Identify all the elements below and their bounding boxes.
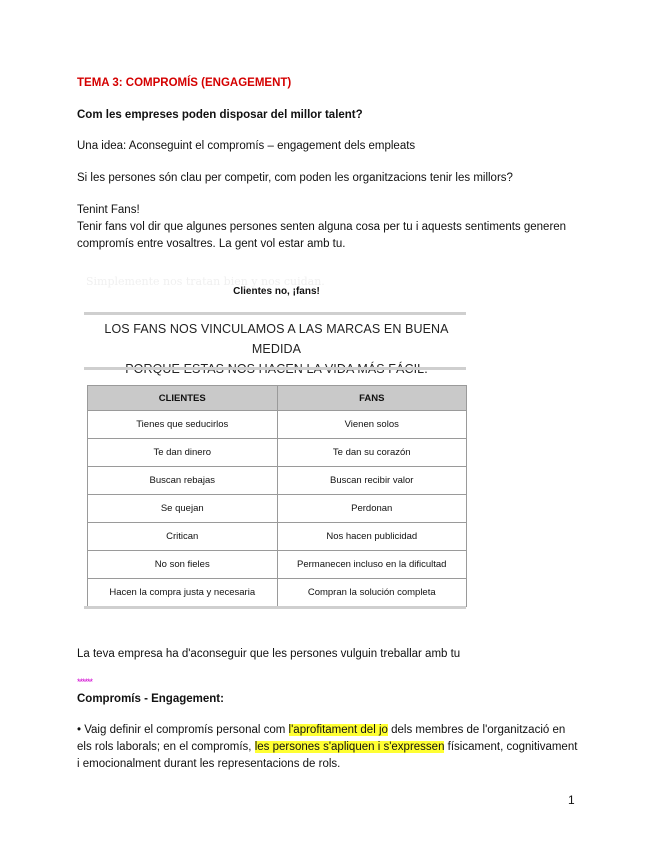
table-row	[88, 551, 467, 579]
figure-headline	[84, 319, 469, 379]
page-number: 1	[568, 793, 575, 807]
table-cell: Permanecen incluso en la dificultad	[277, 551, 467, 579]
table-cell: Perdonan	[277, 495, 467, 523]
table-cell: Hacen la compra justa y necesaria	[88, 579, 278, 607]
table-cell: Critican	[88, 523, 278, 551]
figure-title: Clientes no, ¡fans!	[233, 286, 320, 297]
column-header-fans: FANS	[277, 386, 467, 411]
divider	[84, 312, 466, 315]
fans-heading: Tenint Fans!	[77, 204, 140, 216]
table-row	[88, 579, 467, 607]
definition-text: físicament, cognitivament i emocionalment durant les representacions de rols.	[77, 741, 578, 770]
highlight: l'aprofitament del jo	[288, 724, 388, 736]
fans-text: Tenir fans vol dir que algunes persones senten alguna cosa per tu i aquests sentiments generen compromís entre vosaltres. La gent vol estar amb tu.	[77, 221, 567, 250]
table-row	[88, 523, 467, 551]
table-cell: Nos hacen publicidad	[277, 523, 467, 551]
fans-figure	[84, 272, 468, 612]
table-header-row	[88, 386, 467, 411]
table-row	[88, 467, 467, 495]
fans-paragraph	[77, 202, 587, 253]
question-paragraph: Si les persones són clau per competir, com poden les organitzacions tenir les millors?	[77, 172, 513, 184]
highlight: les persones s'apliquen i s'expressen	[254, 741, 445, 753]
table-cell: Tienes que seducirlos	[88, 411, 278, 439]
section-heading: Compromís - Engagement:	[77, 693, 224, 705]
idea-paragraph: Una idea: Aconseguint el compromís – engagement dels empleats	[77, 140, 416, 152]
clients-fans-table	[87, 385, 467, 607]
separator-stars: ******	[77, 677, 93, 687]
divider	[84, 367, 466, 370]
closing-paragraph: La teva empresa ha d'aconseguir que les persones vulguin treballar amb tu	[77, 648, 461, 660]
table-cell: Se quejan	[88, 495, 278, 523]
table-cell: Buscan recibir valor	[277, 467, 467, 495]
divider	[84, 606, 466, 609]
definition-text: dels membres de l'organització en els rols laborals; en el compromís,	[77, 724, 566, 753]
column-header-clientes: CLIENTES	[88, 386, 278, 411]
document-title: TEMA 3: COMPROMÍS (ENGAGEMENT)	[77, 77, 292, 89]
table-cell: Te dan su corazón	[277, 439, 467, 467]
main-question: Com les empreses poden disposar del millor talent?	[77, 109, 363, 121]
table-cell: Compran la solución completa	[277, 579, 467, 607]
table-row	[88, 495, 467, 523]
table-cell: Te dan dinero	[88, 439, 278, 467]
table-cell: Buscan rebajas	[88, 467, 278, 495]
table-row	[88, 411, 467, 439]
table-cell: Vienen solos	[277, 411, 467, 439]
definition-paragraph	[77, 722, 582, 773]
headline-line-1: LOS FANS NOS VINCULAMOS A LAS MARCAS EN BUENA MEDIDA	[104, 322, 449, 356]
faded-text: Simplemente nos tratan bien y nos cuidan.	[86, 275, 325, 288]
table-cell: No son fieles	[88, 551, 278, 579]
definition-text: • Vaig definir el compromís personal com	[77, 724, 289, 736]
table-row	[88, 439, 467, 467]
